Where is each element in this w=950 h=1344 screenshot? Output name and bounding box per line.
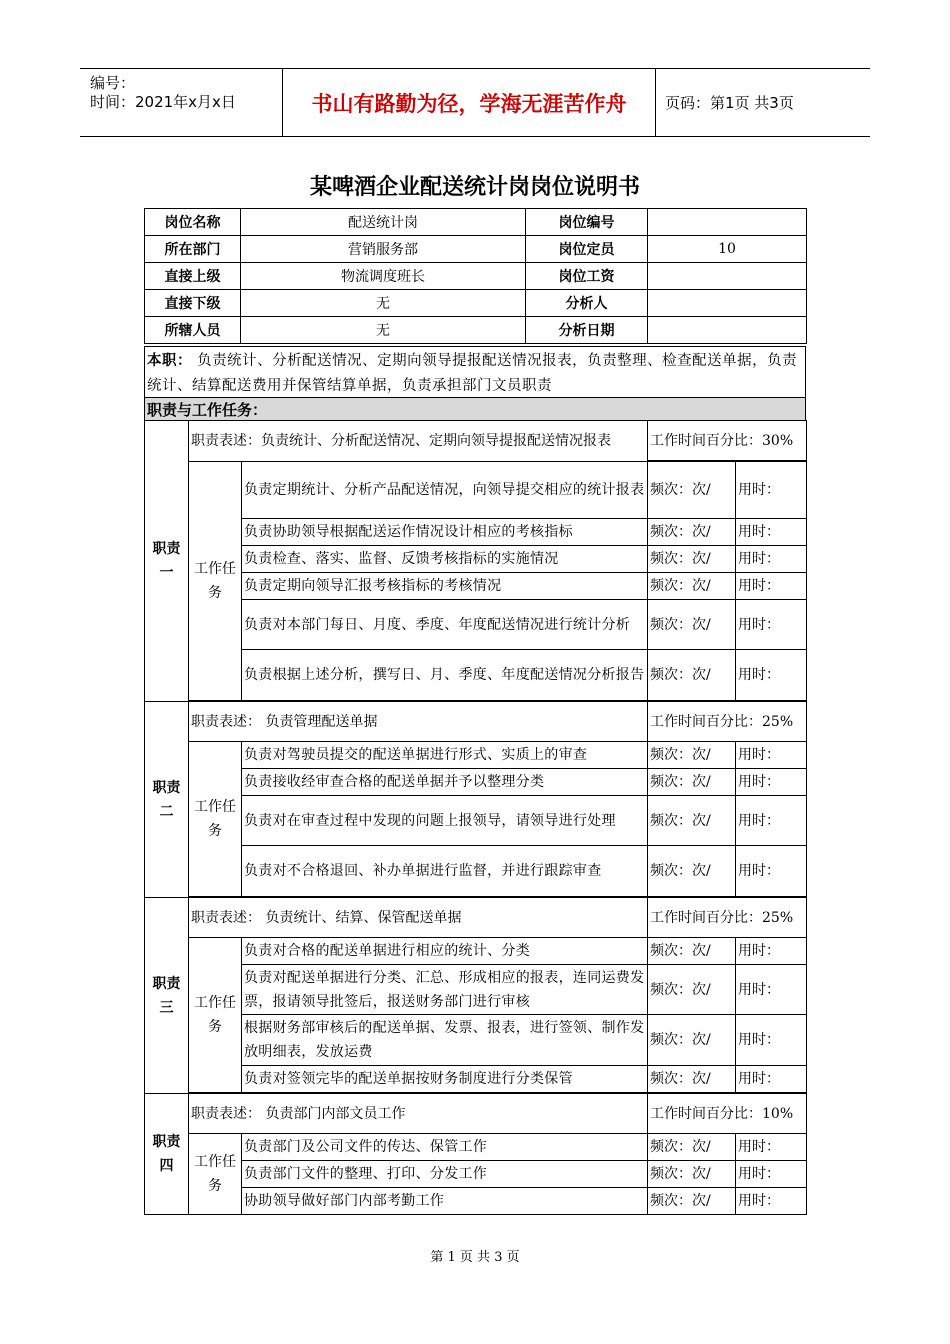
header-left [80,69,282,136]
task: 负责部门文件的整理、打印、分发工作 [242,1161,648,1188]
task: 负责接收经审查合格的配送单据并予以整理分类 [242,769,648,796]
duty-name: 职责二 [145,702,189,898]
task-use: 用时： [736,769,807,796]
core-duty [144,346,806,398]
task-use: 用时： [736,573,807,600]
salary-value [648,263,807,290]
duty-pct: 工作时间百分比：25% [648,898,807,938]
salary-label: 岗位工资 [526,263,648,290]
task-freq: 频次：次/ [648,650,736,701]
task: 负责协助领导根据配送运作情况设计相应的考核指标 [242,519,648,546]
task: 负责定期向领导汇报考核指标的考核情况 [242,573,648,600]
task-use: 用时： [736,600,807,650]
duties-table [144,420,807,1215]
managed-value: 无 [241,317,526,344]
task-freq: 频次：次/ [648,600,736,650]
analyst-label: 分析人 [526,290,648,317]
duty-desc: 职责表述： 负责部门内部文员工作 [189,1094,648,1134]
task: 负责对在审查过程中发现的问题上报领导，请领导进行处理 [242,796,648,846]
core-duty-label: 本职： [147,353,192,369]
page-footer: 第 1 页 共 3 页 [430,1250,520,1265]
motto: 书山有路勤为径，学海无涯苦作舟 [282,69,656,136]
duty-pct: 工作时间百分比：25% [648,702,807,742]
task-use: 用时： [736,846,807,897]
task-use: 用时： [736,965,807,1015]
task: 负责对本部门每日、月度、季度、年度配送情况进行统计分析 [242,600,648,650]
task-use: 用时： [736,1015,807,1066]
superior-label: 直接上级 [145,263,241,290]
task-freq: 频次：次/ [648,573,736,600]
task-freq: 频次：次/ [648,938,736,965]
work-task-label: 工作任务 [189,1134,242,1215]
task-use: 用时： [736,519,807,546]
task-use: 用时： [736,1161,807,1188]
task: 负责检查、落实、监督、反馈考核指标的实施情况 [242,546,648,573]
document-header [80,68,870,137]
duty-name: 职责三 [145,898,189,1094]
task-freq: 频次：次/ [648,1015,736,1066]
task-use: 用时： [736,796,807,846]
task-use: 用时： [736,742,807,769]
dept-value: 营销服务部 [241,236,526,263]
serial-label: 编号： [90,74,136,92]
work-task-label: 工作任务 [189,742,242,897]
task: 负责对签领完毕的配送单据按财务制度进行分类保管 [242,1066,648,1093]
work-task-label: 工作任务 [189,938,242,1093]
page-info: 页码：第1页 共3页 [665,94,794,112]
duty-name: 职责一 [145,421,189,702]
task-use: 用时： [736,546,807,573]
task-freq: 频次：次/ [648,965,736,1015]
task-freq: 频次：次/ [648,519,736,546]
task-use: 用时： [736,1066,807,1093]
task: 负责对合格的配送单据进行相应的统计、分类 [242,938,648,965]
task: 负责对驾驶员提交的配送单据进行形式、实质上的审查 [242,742,648,769]
post-name-value: 配送统计岗 [241,209,526,236]
analyst-value [648,290,807,317]
post-name-label: 岗位名称 [145,209,241,236]
task: 根据财务部审核后的配送单据、发票、报表，进行签领、制作发放明细表，发放运费 [242,1015,648,1066]
duty-name: 职责四 [145,1094,189,1215]
task-use: 用时： [736,462,807,519]
task: 负责定期统计、分析产品配送情况，向领导提交相应的统计报表 [242,462,648,519]
subordinate-value: 无 [241,290,526,317]
duty-desc: 职责表述： 负责管理配送单据 [189,702,648,742]
post-no-label: 岗位编号 [526,209,648,236]
info-table [144,208,807,344]
work-task-label: 工作任务 [189,462,242,701]
task-freq: 频次：次/ [648,1161,736,1188]
task-freq: 频次：次/ [648,1188,736,1215]
task-freq: 频次：次/ [648,796,736,846]
task: 负责根据上述分析，撰写日、月、季度、年度配送情况分析报告 [242,650,648,701]
duty-pct: 工作时间百分比：30% [648,421,807,461]
task-use: 用时： [736,650,807,701]
dept-label: 所在部门 [145,236,241,263]
duty-desc: 职责表述：负责统计、分析配送情况、定期向领导提报配送情况报表 [189,421,648,461]
task-freq: 频次：次/ [648,1134,736,1161]
quota-value: 10 [648,236,807,263]
superior-value: 物流调度班长 [241,263,526,290]
date-line: 时间：2021年x月x日 [90,93,236,111]
task-freq: 频次：次/ [648,546,736,573]
duty-desc: 职责表述： 负责统计、结算、保管配送单据 [189,898,648,938]
page-title: 某啤酒企业配送统计岗岗位说明书 [309,175,640,200]
task-use: 用时： [736,1134,807,1161]
task: 负责部门及公司文件的传达、保管工作 [242,1134,648,1161]
analysis-date-label: 分析日期 [526,317,648,344]
task: 负责对配送单据进行分类、汇总、形成相应的报表，连同运费发票，报请领导批签后，报送财务部门进行审核 [242,965,648,1015]
task-use: 用时： [736,938,807,965]
duties-header: 职责与工作任务： [144,398,806,420]
managed-label: 所辖人员 [145,317,241,344]
subordinate-label: 直接下级 [145,290,241,317]
analysis-date-value [648,317,807,344]
task: 协助领导做好部门内部考勤工作 [242,1188,648,1215]
core-duty-text: 负责统计、分析配送情况、定期向领导提报配送情况报表，负责整理、检查配送单据，负责统计、结算配送费用并保管结算单据，负责承担部门文员职责 [147,353,798,394]
task-freq: 频次：次/ [648,846,736,897]
task-freq: 频次：次/ [648,462,736,519]
quota-label: 岗位定员 [526,236,648,263]
task-freq: 频次：次/ [648,742,736,769]
task: 负责对不合格退回、补办单据进行监督，并进行跟踪审查 [242,846,648,897]
task-freq: 频次：次/ [648,769,736,796]
task-freq: 频次：次/ [648,1066,736,1093]
post-no-value [648,209,807,236]
task-use: 用时： [736,1188,807,1215]
duty-pct: 工作时间百分比：10% [648,1094,807,1134]
